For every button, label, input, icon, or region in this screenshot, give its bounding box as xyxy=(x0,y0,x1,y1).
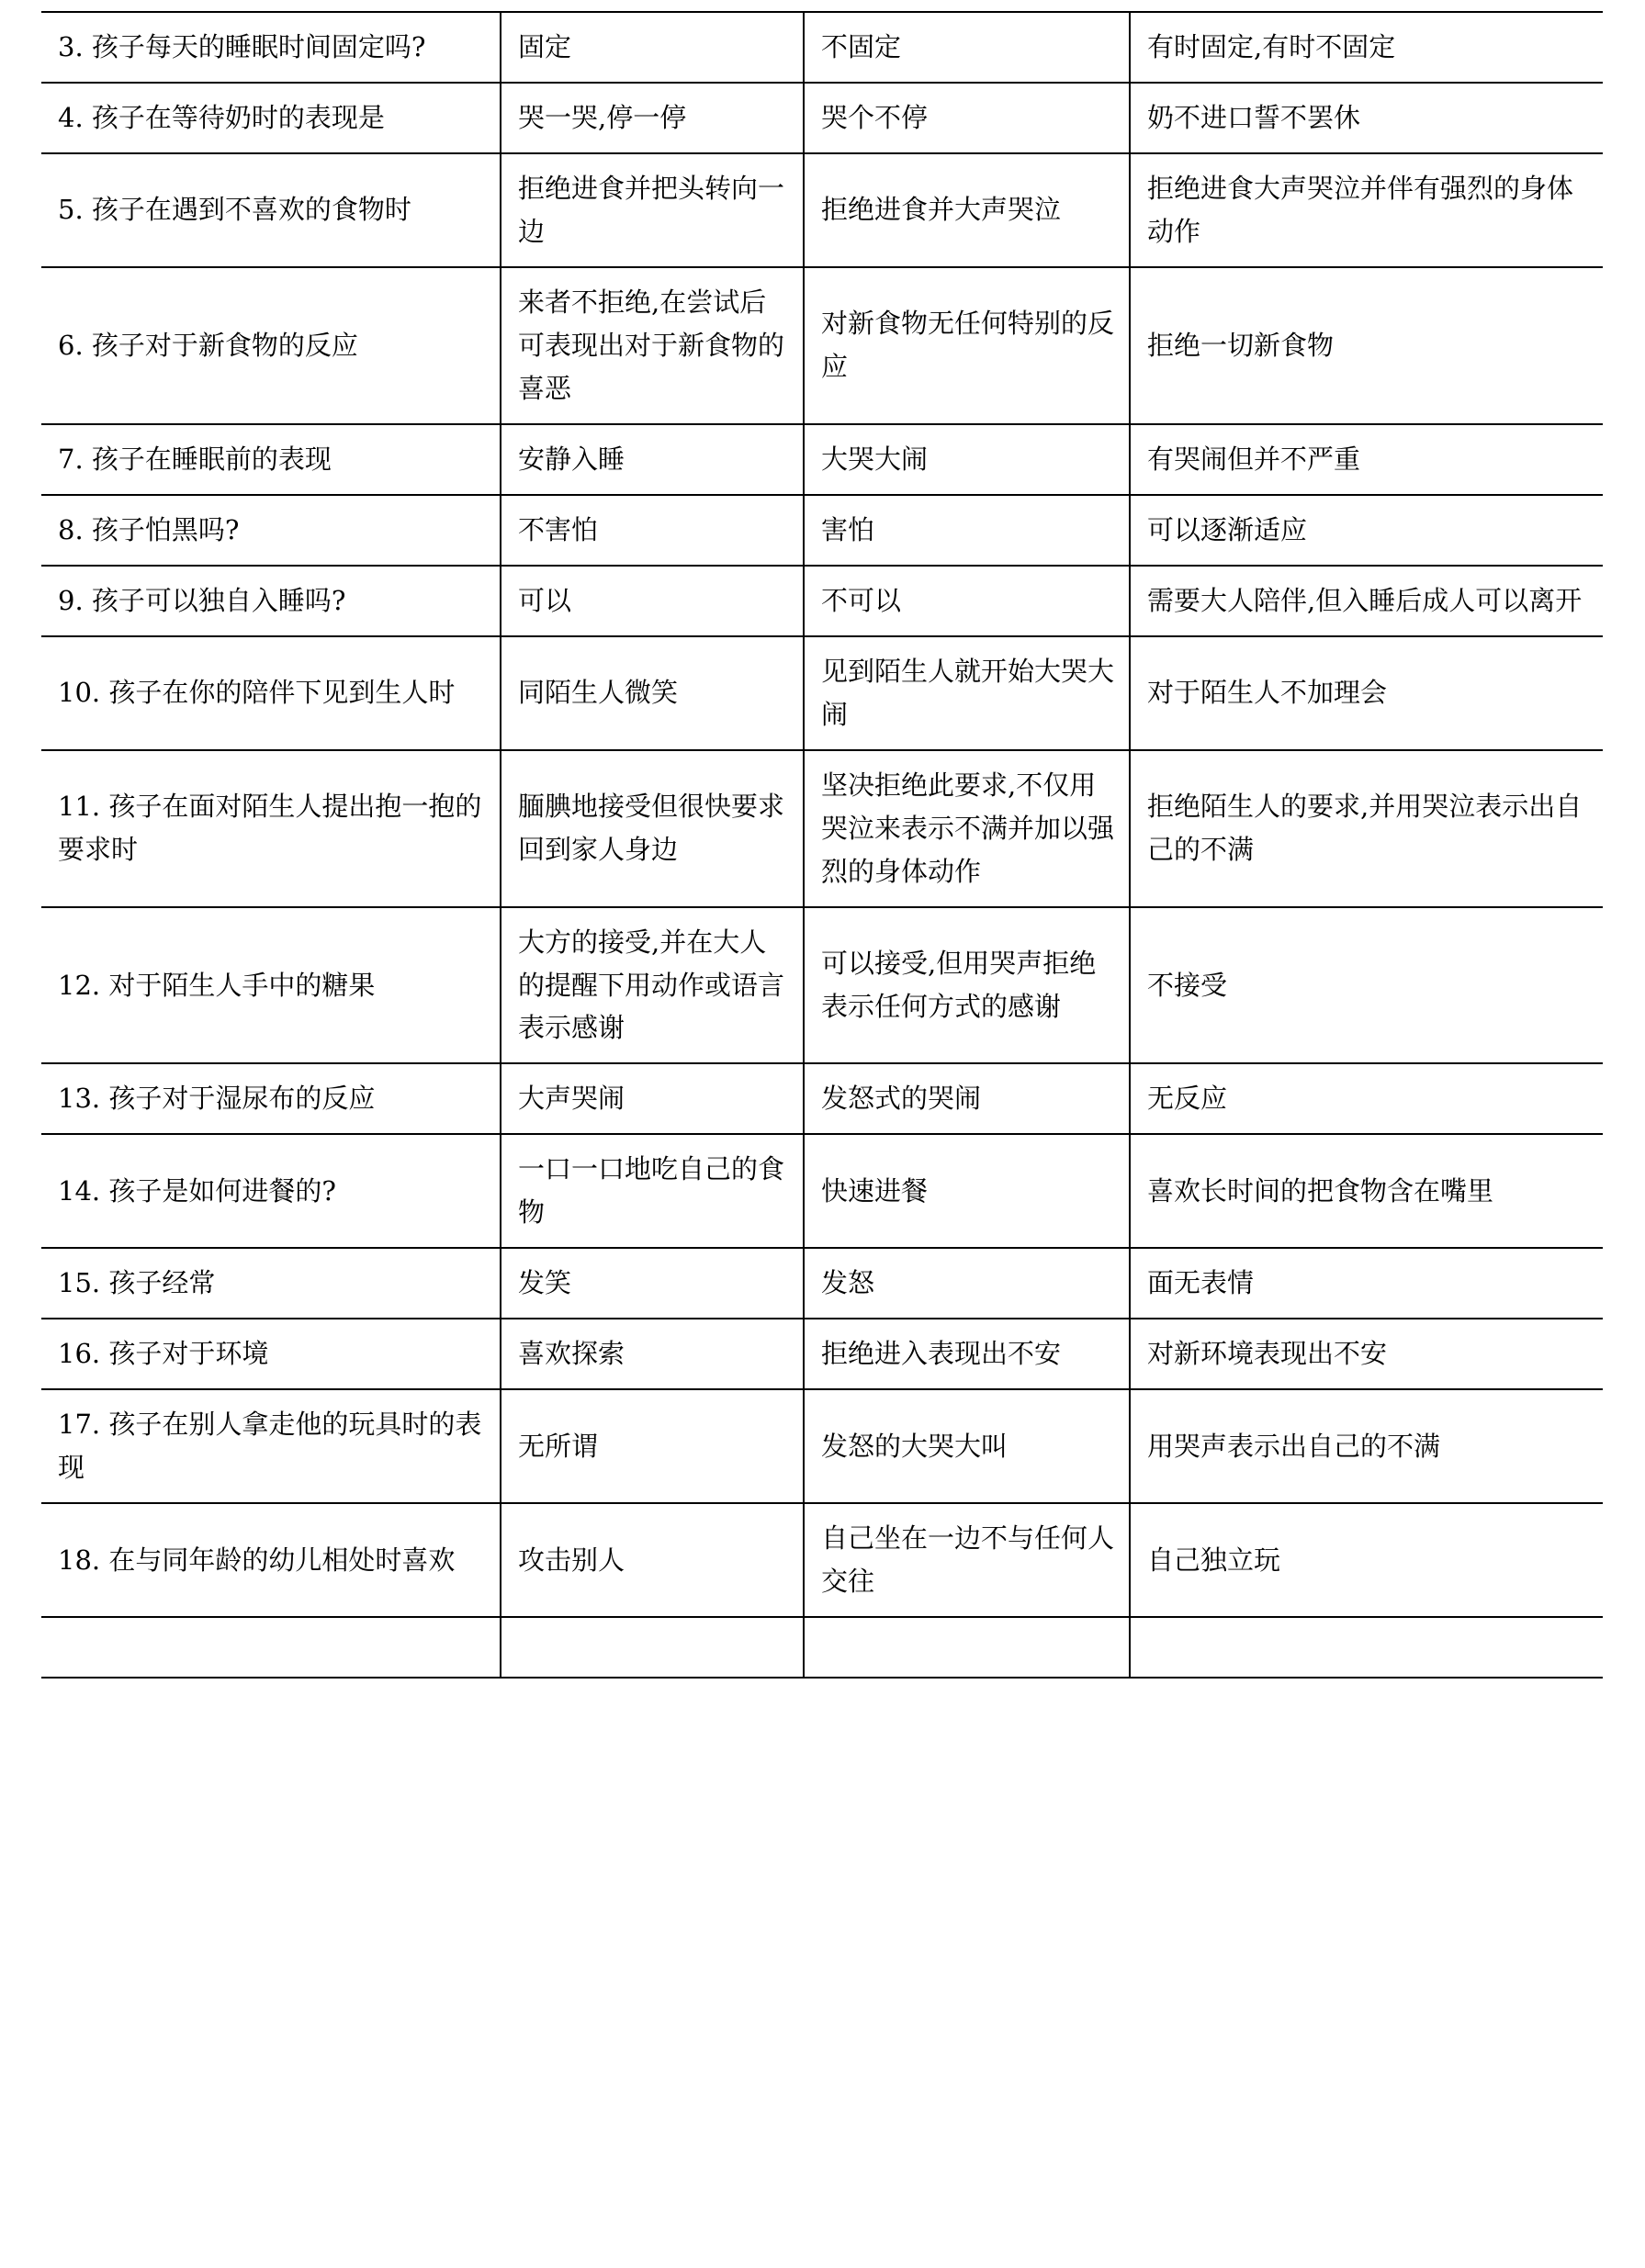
table-row xyxy=(41,83,1603,153)
table-row xyxy=(41,1389,1603,1503)
table-row xyxy=(41,1248,1603,1319)
question-cell: 4. 孩子在等待奶时的表现是 xyxy=(41,83,501,153)
spacer-cell xyxy=(1130,1617,1603,1678)
question-cell: 12. 对于陌生人手中的糖果 xyxy=(41,907,501,1064)
table-row xyxy=(41,1134,1603,1248)
question-cell: 14. 孩子是如何进餐的? xyxy=(41,1134,501,1248)
table-row xyxy=(41,1063,1603,1134)
option-cell-1: 腼腆地接受但很快要求回到家人身边 xyxy=(501,750,804,907)
option-cell-1: 来者不拒绝,在尝试后可表现出对于新食物的喜恶 xyxy=(501,267,804,424)
option-cell-3: 拒绝一切新食物 xyxy=(1130,267,1603,424)
option-cell-2: 不可以 xyxy=(804,566,1130,636)
option-cell-1: 安静入睡 xyxy=(501,424,804,495)
option-cell-3: 奶不进口誓不罢休 xyxy=(1130,83,1603,153)
option-cell-2: 大哭大闹 xyxy=(804,424,1130,495)
option-cell-3: 对于陌生人不加理会 xyxy=(1130,636,1603,750)
option-cell-1: 不害怕 xyxy=(501,495,804,566)
questionnaire-table-body xyxy=(41,12,1603,1678)
option-cell-1: 大声哭闹 xyxy=(501,1063,804,1134)
option-cell-3: 拒绝进食大声哭泣并伴有强烈的身体动作 xyxy=(1130,153,1603,267)
option-cell-2: 坚决拒绝此要求,不仅用哭泣来表示不满并加以强烈的身体动作 xyxy=(804,750,1130,907)
question-cell: 16. 孩子对于环境 xyxy=(41,1319,501,1389)
table-bottom-spacer xyxy=(41,1617,1603,1678)
option-cell-3: 面无表情 xyxy=(1130,1248,1603,1319)
option-cell-2: 见到陌生人就开始大哭大闹 xyxy=(804,636,1130,750)
option-cell-2: 对新食物无任何特别的反应 xyxy=(804,267,1130,424)
table-row xyxy=(41,566,1603,636)
option-cell-3: 无反应 xyxy=(1130,1063,1603,1134)
option-cell-3: 拒绝陌生人的要求,并用哭泣表示出自己的不满 xyxy=(1130,750,1603,907)
option-cell-1: 哭一哭,停一停 xyxy=(501,83,804,153)
option-cell-1: 同陌生人微笑 xyxy=(501,636,804,750)
option-cell-1: 拒绝进食并把头转向一边 xyxy=(501,153,804,267)
option-cell-2: 拒绝进入表现出不安 xyxy=(804,1319,1130,1389)
table-row xyxy=(41,424,1603,495)
question-cell: 3. 孩子每天的睡眠时间固定吗? xyxy=(41,12,501,83)
option-cell-2: 哭个不停 xyxy=(804,83,1130,153)
option-cell-2: 不固定 xyxy=(804,12,1130,83)
question-cell: 17. 孩子在别人拿走他的玩具时的表现 xyxy=(41,1389,501,1503)
option-cell-2: 发怒 xyxy=(804,1248,1130,1319)
option-cell-2: 可以接受,但用哭声拒绝表示任何方式的感谢 xyxy=(804,907,1130,1064)
question-cell: 10. 孩子在你的陪伴下见到生人时 xyxy=(41,636,501,750)
spacer-cell xyxy=(501,1617,804,1678)
option-cell-1: 攻击别人 xyxy=(501,1503,804,1617)
question-cell: 7. 孩子在睡眠前的表现 xyxy=(41,424,501,495)
table-row xyxy=(41,267,1603,424)
option-cell-3: 有哭闹但并不严重 xyxy=(1130,424,1603,495)
question-cell: 13. 孩子对于湿尿布的反应 xyxy=(41,1063,501,1134)
option-cell-2: 害怕 xyxy=(804,495,1130,566)
table-row xyxy=(41,1319,1603,1389)
spacer-cell xyxy=(41,1617,501,1678)
question-cell: 15. 孩子经常 xyxy=(41,1248,501,1319)
option-cell-2: 拒绝进食并大声哭泣 xyxy=(804,153,1130,267)
option-cell-1: 一口一口地吃自己的食物 xyxy=(501,1134,804,1248)
option-cell-2: 自己坐在一边不与任何人交往 xyxy=(804,1503,1130,1617)
question-cell: 9. 孩子可以独自入睡吗? xyxy=(41,566,501,636)
table-row xyxy=(41,750,1603,907)
option-cell-2: 快速进餐 xyxy=(804,1134,1130,1248)
table-row xyxy=(41,12,1603,83)
table-row xyxy=(41,1503,1603,1617)
table-row xyxy=(41,636,1603,750)
option-cell-3: 不接受 xyxy=(1130,907,1603,1064)
option-cell-1: 发笑 xyxy=(501,1248,804,1319)
option-cell-1: 大方的接受,并在大人的提醒下用动作或语言表示感谢 xyxy=(501,907,804,1064)
option-cell-3: 可以逐渐适应 xyxy=(1130,495,1603,566)
question-cell: 18. 在与同年龄的幼儿相处时喜欢 xyxy=(41,1503,501,1617)
option-cell-1: 无所谓 xyxy=(501,1389,804,1503)
question-cell: 6. 孩子对于新食物的反应 xyxy=(41,267,501,424)
option-cell-1: 喜欢探索 xyxy=(501,1319,804,1389)
option-cell-3: 用哭声表示出自己的不满 xyxy=(1130,1389,1603,1503)
option-cell-3: 对新环境表现出不安 xyxy=(1130,1319,1603,1389)
questionnaire-table xyxy=(41,11,1603,1679)
option-cell-3: 自己独立玩 xyxy=(1130,1503,1603,1617)
option-cell-3: 喜欢长时间的把食物含在嘴里 xyxy=(1130,1134,1603,1248)
option-cell-2: 发怒式的哭闹 xyxy=(804,1063,1130,1134)
spacer-cell xyxy=(804,1617,1130,1678)
question-cell: 11. 孩子在面对陌生人提出抱一抱的要求时 xyxy=(41,750,501,907)
option-cell-3: 有时固定,有时不固定 xyxy=(1130,12,1603,83)
question-cell: 8. 孩子怕黑吗? xyxy=(41,495,501,566)
table-row xyxy=(41,495,1603,566)
table-row xyxy=(41,907,1603,1064)
option-cell-1: 可以 xyxy=(501,566,804,636)
option-cell-2: 发怒的大哭大叫 xyxy=(804,1389,1130,1503)
table-row xyxy=(41,153,1603,267)
option-cell-1: 固定 xyxy=(501,12,804,83)
question-cell: 5. 孩子在遇到不喜欢的食物时 xyxy=(41,153,501,267)
option-cell-3: 需要大人陪伴,但入睡后成人可以离开 xyxy=(1130,566,1603,636)
